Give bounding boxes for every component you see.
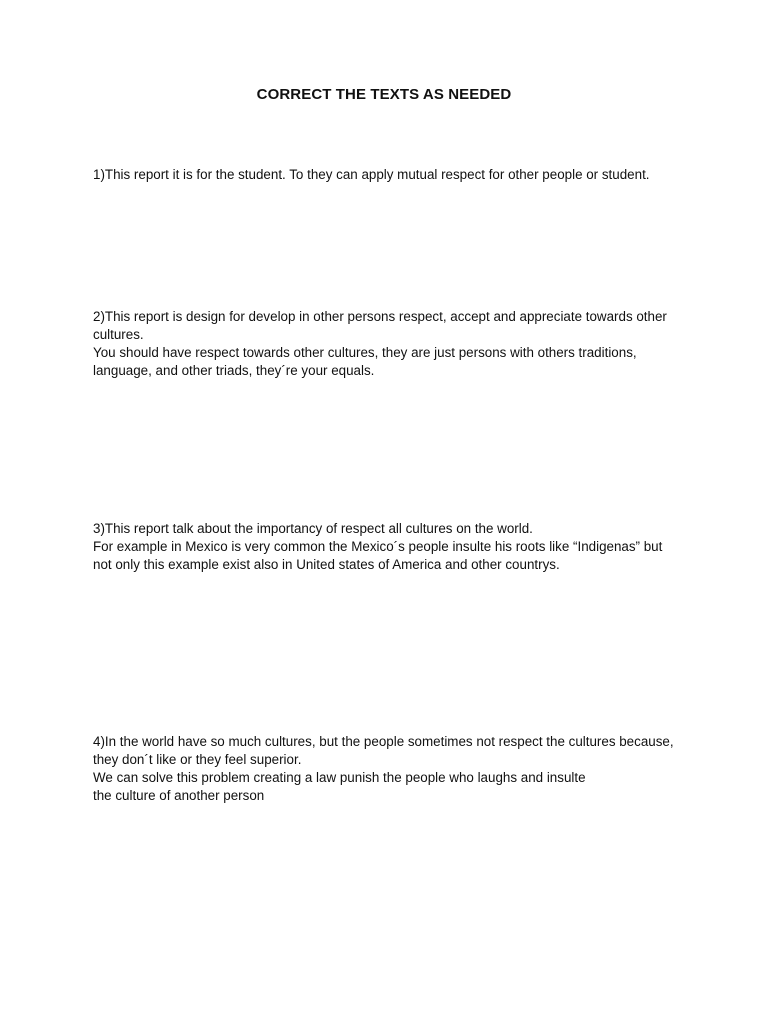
exercise-4-text: the culture of another person <box>93 788 265 803</box>
exercise-3-text: 3)This report talk about the importancy of respect all cultures on the world. <box>93 521 533 536</box>
exercise-1-text: 1)This report it is for the student. To they can apply mutual respect for other people or student. <box>93 167 650 182</box>
exercise-3-text: For example in Mexico is very common the Mexico´s people insulte his roots like “Indigenas” but not only this example exist also in United states of America and other countrys. <box>93 539 663 572</box>
exercise-3 <box>93 520 683 574</box>
page-title: CORRECT THE TEXTS AS NEEDED <box>256 86 512 103</box>
exercise-1 <box>93 166 683 184</box>
exercise-4 <box>93 733 683 805</box>
exercise-4-text: We can solve this problem creating a law punish the people who laughs and insulte <box>93 770 586 785</box>
exercise-2 <box>93 308 683 380</box>
exercise-2-text: 2)This report is design for develop in other persons respect, accept and appreciate towards other cultures. <box>93 309 667 342</box>
exercise-4-text: 4)In the world have so much cultures, but the people sometimes not respect the cultures because, they don´t like or they feel superior. <box>93 734 674 767</box>
exercise-2-text: You should have respect towards other cultures, they are just persons with others traditions, language, and other triads, they´re your equals. <box>93 345 637 378</box>
